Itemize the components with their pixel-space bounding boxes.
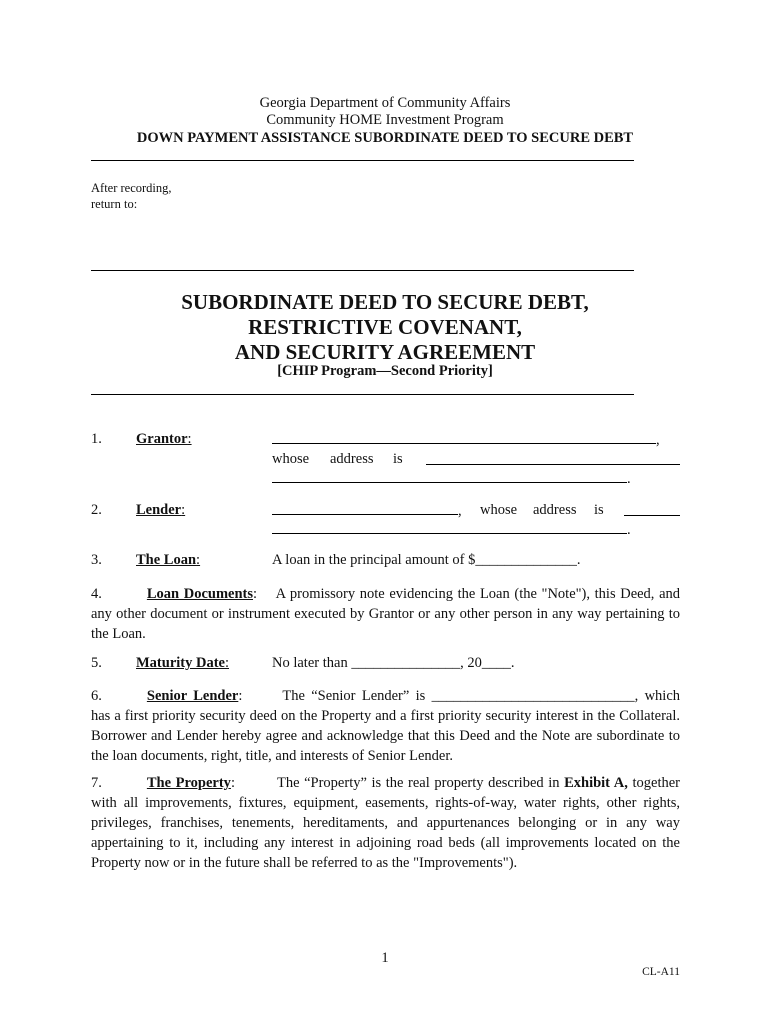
section-label-text: Grantor — [136, 431, 188, 447]
section-senior-lender — [91, 686, 680, 766]
section-label: Senior Lender — [146, 688, 239, 704]
blank-line — [272, 500, 458, 515]
section-number: 3. — [91, 552, 102, 568]
program-name: Community HOME Investment Program — [266, 112, 504, 128]
loan-amount-text: A loan in the principal amount of $______________. — [272, 552, 581, 568]
section-number: 7. — [91, 775, 102, 791]
form-code: CL-A11 — [642, 966, 680, 978]
grantor-address-line-1 — [426, 450, 680, 465]
section-number: 6. — [91, 688, 102, 704]
lender-name-line — [272, 500, 462, 521]
section-label — [136, 653, 229, 673]
section-number: 1. — [91, 431, 102, 447]
address-label: address — [330, 451, 374, 467]
label-colon: : — [224, 655, 230, 671]
section-label — [136, 550, 200, 570]
punctuation: , — [458, 503, 462, 519]
section-text: The “Property” is the real property described in — [276, 775, 565, 791]
section-label: Loan Documents — [146, 586, 254, 602]
title-rule — [91, 394, 634, 395]
header-rule — [91, 160, 634, 161]
section-number: 5. — [91, 655, 102, 671]
section-property — [91, 773, 680, 873]
section-label: The Property — [146, 775, 231, 791]
label-colon: : — [196, 552, 201, 568]
section-label — [136, 500, 185, 520]
section-text: A promissory note evidencing the Loan (the "Note"), this Deed, and any other document or instrument executed by Grantor or any other person in any way pertaining to the Loan. — [91, 586, 681, 642]
label-colon: : — [238, 688, 243, 704]
whose-label: whose — [272, 451, 310, 467]
label-colon: : — [253, 586, 258, 602]
section-number: 2. — [91, 502, 102, 518]
section-label-text: Lender — [136, 502, 182, 518]
section-loan-documents — [91, 584, 680, 644]
punctuation: , — [656, 432, 660, 448]
document-title: DOWN PAYMENT ASSISTANCE SUBORDINATE DEED TO SECURE DEBT — [136, 130, 634, 146]
label-colon: : — [181, 502, 186, 518]
section-label-text: The Loan — [136, 552, 197, 568]
section-number: 4. — [91, 586, 102, 602]
address-label: address — [533, 502, 577, 518]
return-block-rule — [91, 270, 634, 271]
label-colon: : — [230, 775, 235, 791]
section-label — [136, 429, 192, 449]
blank-line — [272, 519, 627, 534]
section-text-continued: together with all improvements, fixtures, equipment, easements, rights-of-way, water rights, other rights, privileges, franchises, tenements, hereditaments, and appurtenances belonging or in any way appertaining to it, including any interest in adjoining road beds (all improvements located on the Property now or in the future shall be referred to as the "Improvements"). — [91, 775, 680, 871]
punctuation: . — [627, 522, 631, 538]
label-colon: : — [187, 431, 192, 447]
is-label: is — [393, 451, 403, 467]
after-recording-label: After recording, — [91, 181, 172, 195]
section-text: The “Senior Lender” is ____________________________, which has a first priority security deed on the Property and a first priority security interest in the Collateral. Borrower and Lender hereby agree and acknowledge that this Deed and the Note are subordinate to the loan documents, right, title, and interests of Senior Lender. — [91, 688, 681, 764]
grantor-address-line-2 — [272, 468, 631, 489]
title-line-2: RESTRICTIVE COVENANT, — [248, 315, 522, 339]
grantor-name-line — [272, 429, 660, 450]
title-line-1: SUBORDINATE DEED TO SECURE DEBT, — [181, 290, 589, 314]
whose-label: whose — [480, 502, 518, 518]
section-label-text: Maturity Date — [136, 655, 225, 671]
exhibit-reference: Exhibit A, — [564, 775, 628, 791]
title-subtitle: [CHIP Program—Second Priority] — [277, 363, 493, 379]
lender-address-line-2 — [272, 519, 631, 540]
punctuation: . — [627, 471, 631, 487]
agency-name: Georgia Department of Community Affairs — [259, 95, 511, 111]
is-label: is — [594, 502, 604, 518]
blank-line — [272, 429, 656, 444]
page-number: 1 — [381, 950, 389, 966]
lender-address-line-1 — [624, 501, 680, 516]
maturity-date-text: No later than _______________, 20____. — [272, 655, 515, 671]
blank-line — [272, 468, 627, 483]
return-to-label: return to: — [91, 197, 138, 211]
title-line-3: AND SECURITY AGREEMENT — [234, 340, 536, 364]
